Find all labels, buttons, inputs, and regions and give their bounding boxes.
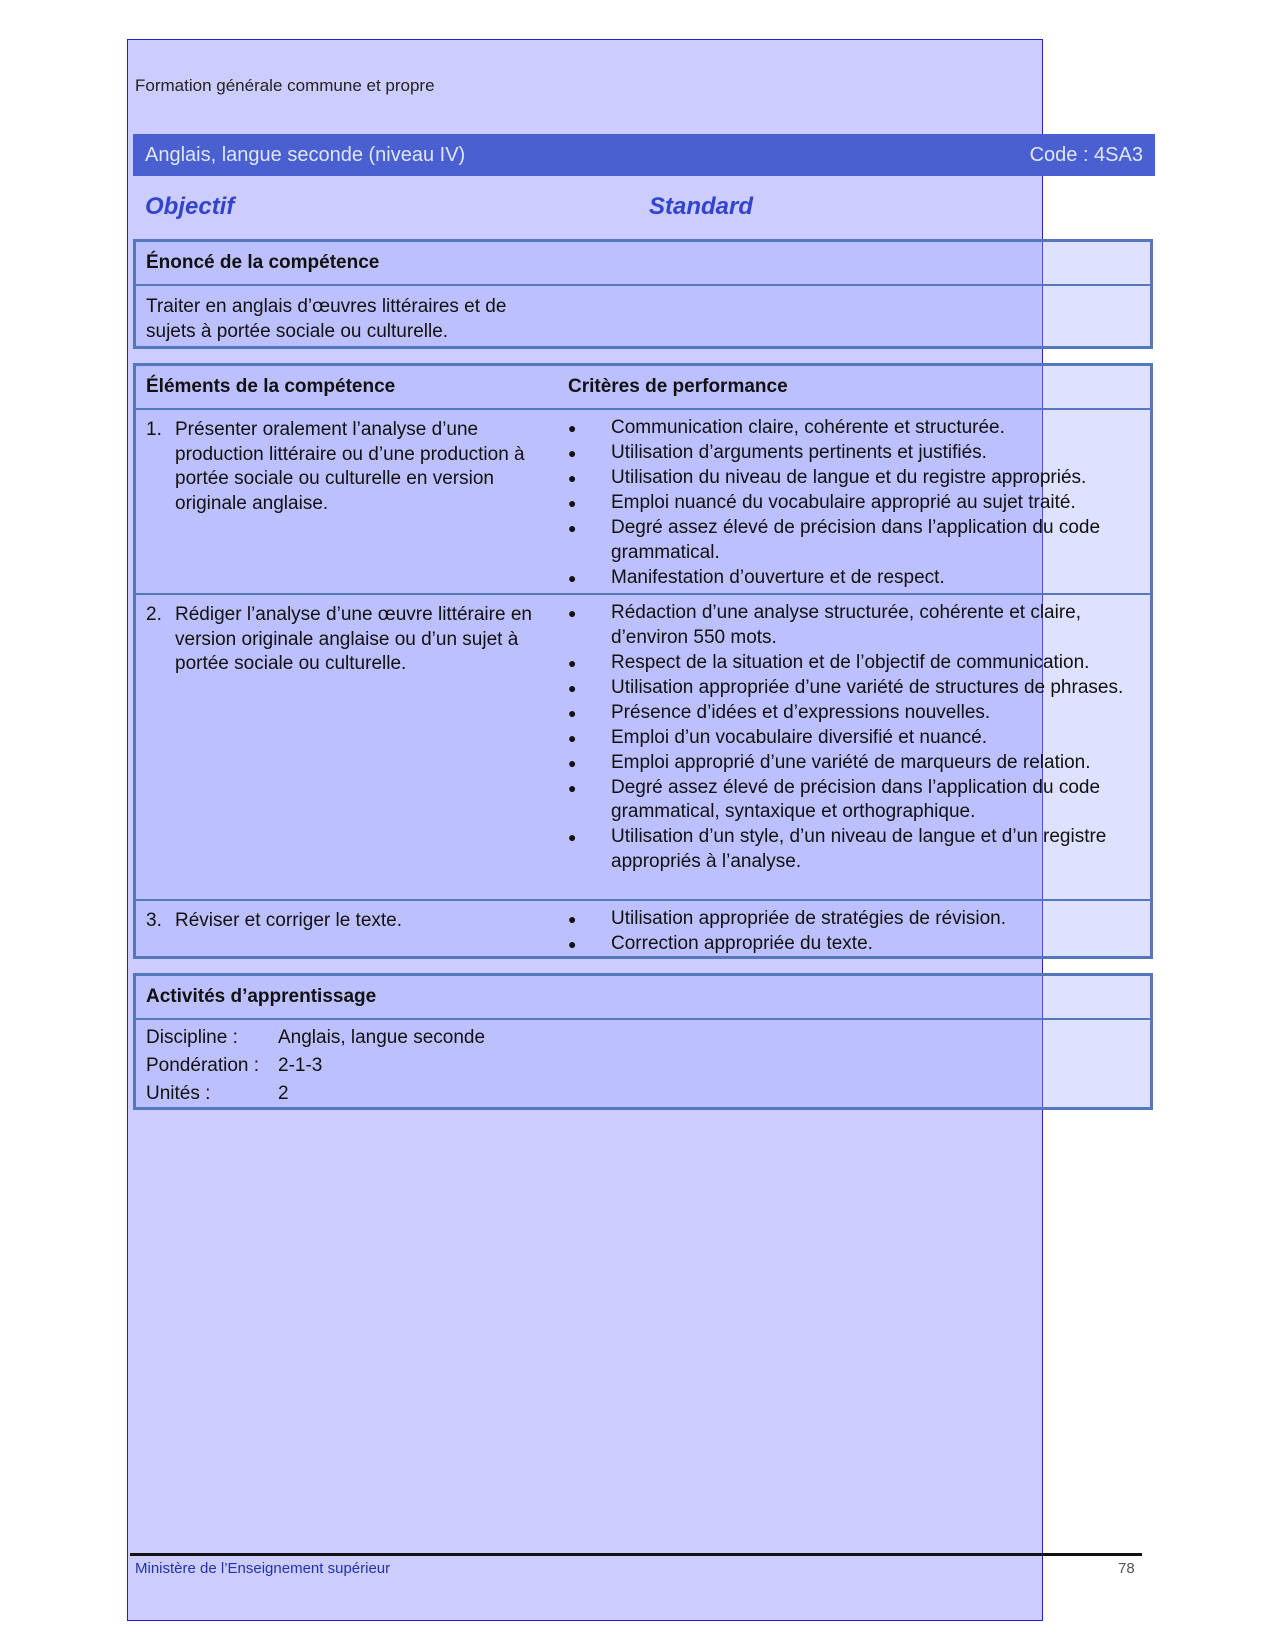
criterion-item: ● Emploi approprié d’une variété de marqueurs de relation. [568, 751, 1148, 776]
standard-label: Standard [649, 193, 754, 220]
bullet-icon: ● [568, 704, 577, 721]
criteria-heading: Critères de performance [568, 376, 788, 397]
ponderation-value: 2-1-3 [278, 1055, 323, 1076]
elements-heading: Éléments de la compétence [146, 376, 396, 397]
elements-header [136, 366, 1150, 410]
competence-heading: Énoncé de la compétence [136, 242, 1150, 286]
bullet-icon: ● [568, 605, 577, 621]
unites-label: Unités : [146, 1083, 211, 1104]
bullet-icon: ● [568, 829, 577, 845]
element-text: Réviser et corriger le texte. [175, 910, 403, 931]
criterion-item: ● Utilisation appropriée de stratégies de révision. [568, 907, 1148, 932]
competence-box [133, 239, 1153, 349]
criterion-item: ● Rédaction d’une analyse structurée, cohérente et claire, d’environ 550 mots. [568, 602, 1081, 648]
bullet-icon: ● [568, 654, 577, 671]
page-header: Formation générale commune et propre [135, 76, 435, 95]
element-text: Rédiger l’analyse d’une œuvre littéraire en version originale anglaise ou d’un sujet à portée sociale ou culturelle. [175, 604, 532, 674]
bullet-icon: ● [568, 470, 577, 486]
criterion-item: ● Correction appropriée du texte. [568, 932, 1148, 957]
competence-text: Traiter en anglais d’œuvres littéraires et de sujets à portée sociale ou culturelle. [146, 296, 507, 342]
bullet-icon: ● [568, 520, 577, 536]
criterion-item: ● Emploi d’un vocabulaire diversifié et nuancé. [568, 726, 1148, 751]
bullet-icon: ● [568, 911, 577, 927]
activities-heading: Activités d’apprentissage [136, 976, 1150, 1020]
criterion-item: ● Manifestation d’ouverture et de respect. [568, 566, 1148, 591]
bullet-icon: ● [568, 679, 577, 696]
footer-ministry: Ministère de l’Enseignement supérieur [135, 1560, 391, 1577]
criterion-item: ● Utilisation du niveau de langue et du registre appropriés. [568, 466, 1148, 491]
ponderation-row [146, 1052, 1140, 1080]
activities-body [136, 1020, 1150, 1112]
element-row [136, 410, 1150, 595]
criteria-list [568, 907, 1148, 957]
footer-divider [130, 1553, 1142, 1556]
bullet-icon: ● [568, 936, 577, 952]
bullet-icon: ● [568, 754, 577, 771]
criterion-item: ● Utilisation d’un style, d’un niveau de langue et d’un registre appropriés à l’analyse. [568, 826, 1107, 872]
course-title-bar [133, 134, 1155, 176]
bullet-icon: ● [568, 779, 577, 796]
criteria-list [568, 416, 1148, 591]
activities-box [133, 973, 1153, 1110]
objective-row [145, 193, 1155, 223]
criteria-list [568, 601, 1148, 875]
page-number: 78 [1118, 1560, 1135, 1577]
element-number: 2. [146, 604, 162, 625]
criterion-item: ● Communication claire, cohérente et structurée. [568, 416, 1148, 441]
element-number: 1. [146, 419, 162, 440]
bullet-icon: ● [568, 729, 577, 746]
criterion-item: ● Respect de la situation et de l’objectif de communication. [568, 651, 1148, 676]
criterion-item: ● Degré assez élevé de précision dans l’application du code grammatical, syntaxique et orthographique. [568, 776, 1101, 822]
unites-row [146, 1080, 1140, 1108]
element-row [136, 901, 1150, 959]
element-row [136, 595, 1150, 901]
objectif-label: Objectif [145, 193, 235, 220]
ponderation-label: Pondération : [146, 1055, 260, 1076]
element-number: 3. [146, 910, 162, 931]
discipline-label: Discipline : [146, 1027, 238, 1048]
criterion-item: ● Emploi nuancé du vocabulaire approprié au sujet traité. [568, 491, 1148, 516]
discipline-value: Anglais, langue seconde [278, 1027, 486, 1048]
criterion-item: ● Degré assez élevé de précision dans l’application du code grammatical. [568, 517, 1101, 563]
elements-box [133, 363, 1153, 959]
bullet-icon: ● [568, 495, 577, 511]
competence-statement [136, 286, 1150, 352]
criterion-item: ● Utilisation appropriée d’une variété de structures de phrases. [568, 676, 1148, 701]
bullet-icon: ● [568, 445, 577, 461]
criterion-item: ● Utilisation d’arguments pertinents et justifiés. [568, 441, 1148, 466]
criterion-item: ● Présence d’idées et d’expressions nouvelles. [568, 701, 1148, 726]
discipline-row [146, 1024, 1140, 1052]
element-text: Présenter oralement l’analyse d’une production littéraire ou d’une production à portée sociale ou culturelle en version originale anglaise. [175, 419, 525, 514]
unites-value: 2 [278, 1083, 289, 1104]
course-title: Anglais, langue seconde (niveau IV) [145, 143, 466, 166]
course-code: Code : 4SA3 [1029, 143, 1143, 166]
bullet-icon: ● [568, 569, 577, 586]
bullet-icon: ● [568, 420, 577, 436]
